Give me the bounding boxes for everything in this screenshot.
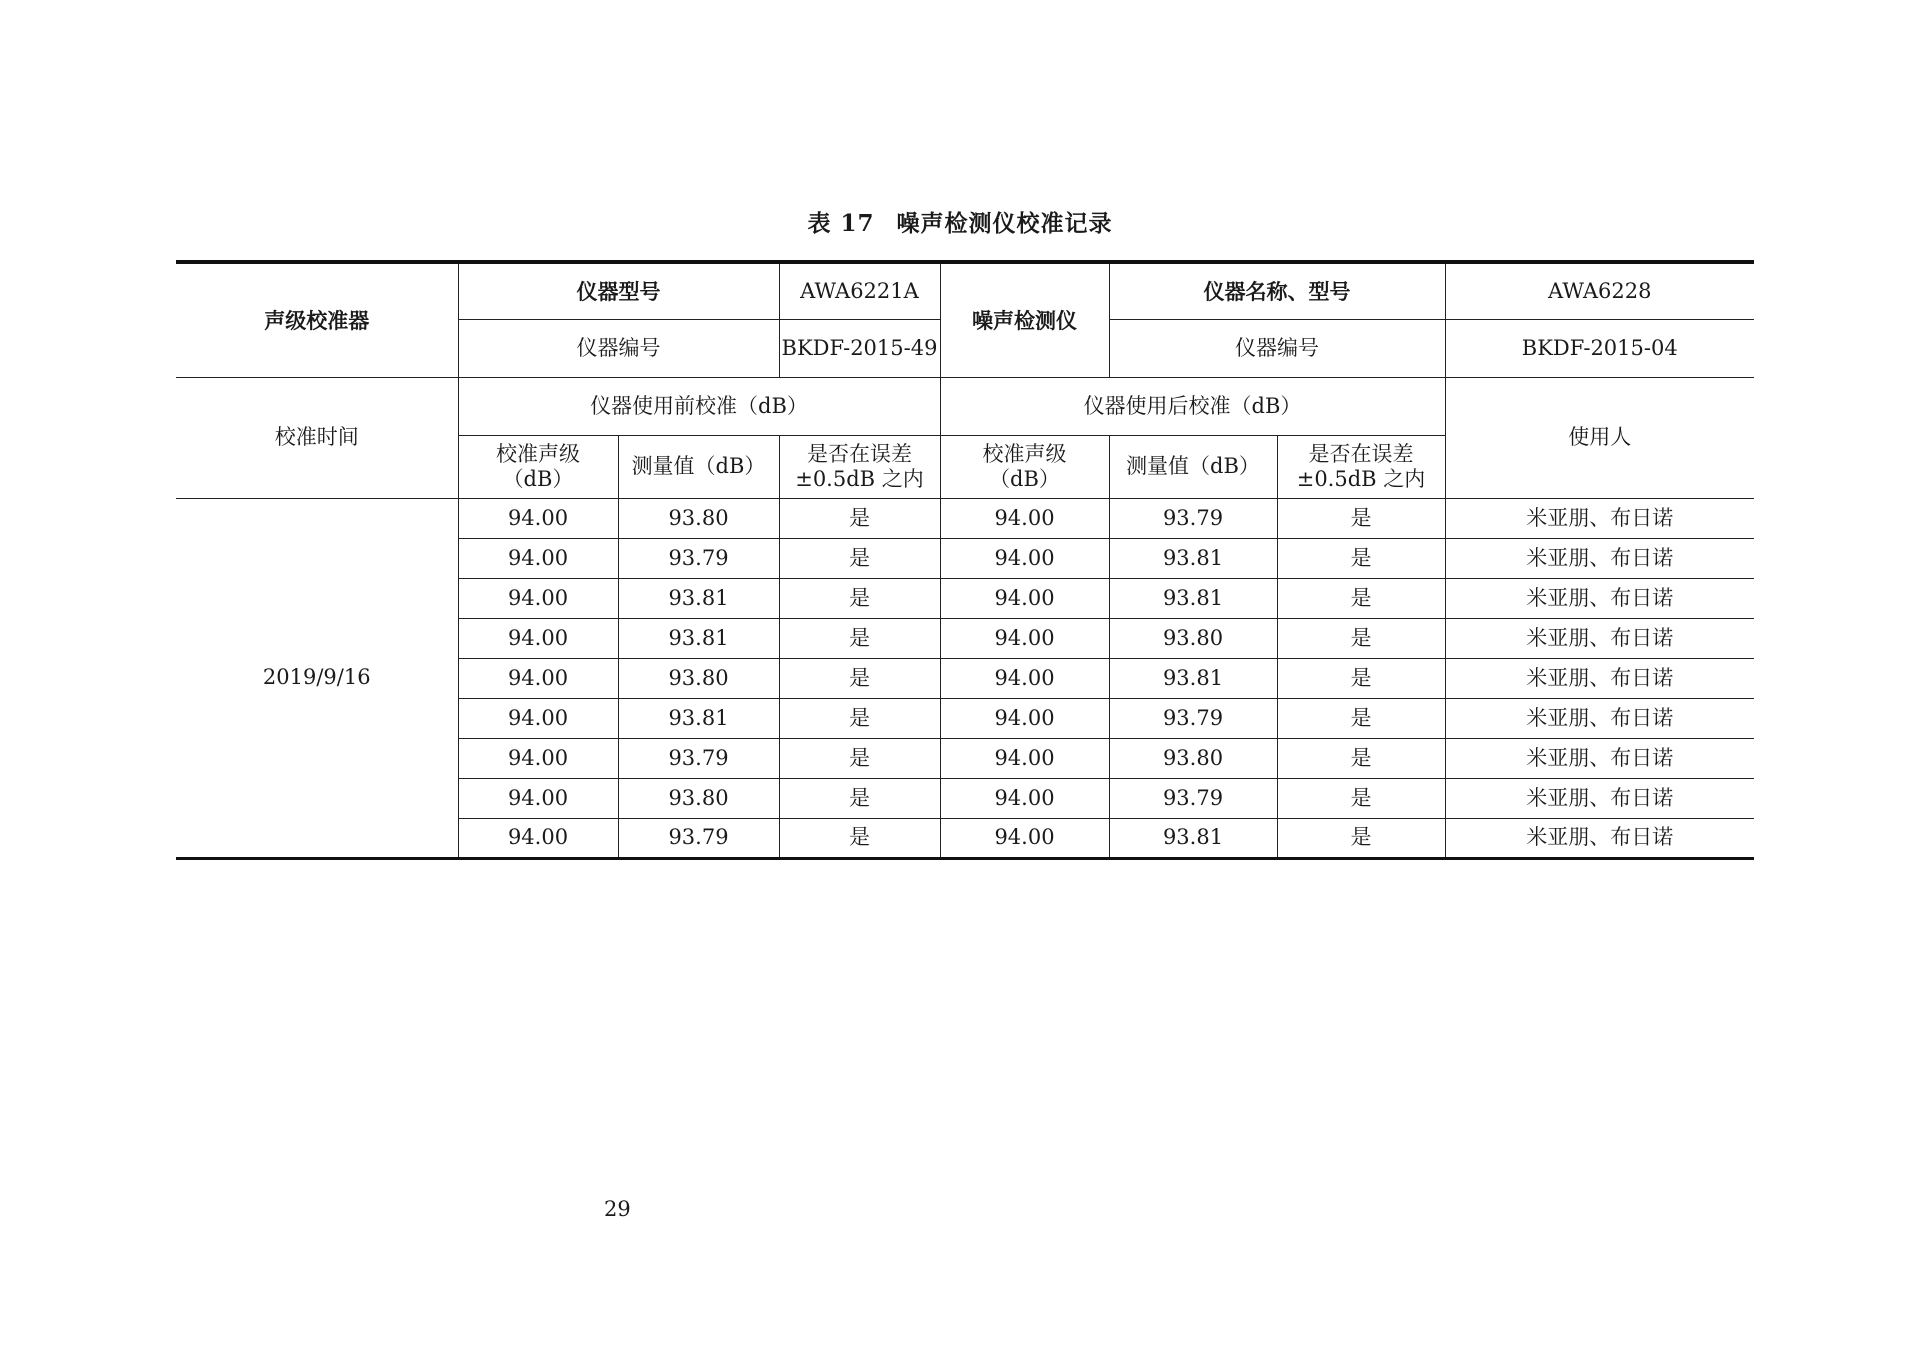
after-within-header: 是否在误差 ±0.5dB 之内	[1277, 435, 1445, 498]
page-number: 29	[604, 1197, 631, 1221]
after-measured-cell: 93.81	[1109, 538, 1277, 578]
before-level-header: 校准声级 （dB）	[458, 435, 618, 498]
meter-model-label: 仪器名称、型号	[1109, 262, 1445, 319]
calibrator-label: 声级校准器	[176, 262, 458, 377]
after-measured-cell: 93.80	[1109, 738, 1277, 778]
before-within-header: 是否在误差 ±0.5dB 之内	[779, 435, 940, 498]
before-level-cell: 94.00	[458, 818, 618, 858]
before-level-cell: 94.00	[458, 538, 618, 578]
after-level-cell: 94.00	[940, 818, 1109, 858]
table-number: 表 17	[807, 210, 875, 237]
after-level-cell: 94.00	[940, 698, 1109, 738]
user-cell: 米亚朋、布日诺	[1445, 738, 1754, 778]
before-measured-cell: 93.80	[618, 778, 779, 818]
user-cell: 米亚朋、布日诺	[1445, 818, 1754, 858]
before-measured-cell: 93.79	[618, 538, 779, 578]
after-within-cell: 是	[1277, 698, 1445, 738]
after-within-cell: 是	[1277, 738, 1445, 778]
before-within-cell: 是	[779, 738, 940, 778]
after-level-cell: 94.00	[940, 618, 1109, 658]
time-header: 校准时间	[176, 377, 458, 498]
meter-serial-label: 仪器编号	[1109, 319, 1445, 377]
before-level-cell: 94.00	[458, 698, 618, 738]
before-measured-header: 测量值（dB）	[618, 435, 779, 498]
table-caption	[0, 205, 1920, 238]
before-within-cell: 是	[779, 698, 940, 738]
after-level-cell: 94.00	[940, 538, 1109, 578]
calibration-date: 2019/9/16	[176, 498, 458, 858]
after-measured-cell: 93.79	[1109, 498, 1277, 538]
after-measured-cell: 93.81	[1109, 578, 1277, 618]
after-level-header: 校准声级 （dB）	[940, 435, 1109, 498]
after-level-cell: 94.00	[940, 658, 1109, 698]
before-within-cell: 是	[779, 618, 940, 658]
after-measured-cell: 93.79	[1109, 698, 1277, 738]
after-within-cell: 是	[1277, 818, 1445, 858]
before-measured-cell: 93.79	[618, 818, 779, 858]
calibrator-model-value: AWA6221A	[779, 262, 940, 319]
before-within-cell: 是	[779, 578, 940, 618]
before-level-cell: 94.00	[458, 738, 618, 778]
before-within-cell: 是	[779, 818, 940, 858]
before-within-cell: 是	[779, 658, 940, 698]
meter-label: 噪声检测仪	[940, 262, 1109, 377]
after-level-cell: 94.00	[940, 498, 1109, 538]
after-calibration-header: 仪器使用后校准（dB）	[940, 377, 1445, 435]
table-row	[176, 498, 1754, 538]
before-within-cell: 是	[779, 498, 940, 538]
user-cell: 米亚朋、布日诺	[1445, 778, 1754, 818]
before-level-cell: 94.00	[458, 658, 618, 698]
before-within-cell: 是	[779, 538, 940, 578]
user-cell: 米亚朋、布日诺	[1445, 578, 1754, 618]
after-within-cell: 是	[1277, 618, 1445, 658]
table-title: 噪声检测仪校准记录	[896, 210, 1113, 237]
user-cell: 米亚朋、布日诺	[1445, 538, 1754, 578]
user-header: 使用人	[1445, 377, 1754, 498]
before-calibration-header: 仪器使用前校准（dB）	[458, 377, 940, 435]
user-cell: 米亚朋、布日诺	[1445, 618, 1754, 658]
after-within-cell: 是	[1277, 498, 1445, 538]
before-measured-cell: 93.80	[618, 658, 779, 698]
before-measured-cell: 93.79	[618, 738, 779, 778]
after-measured-cell: 93.81	[1109, 658, 1277, 698]
before-measured-cell: 93.81	[618, 618, 779, 658]
calibrator-serial-value: BKDF-2015-49	[779, 319, 940, 377]
user-cell: 米亚朋、布日诺	[1445, 658, 1754, 698]
after-measured-cell: 93.80	[1109, 618, 1277, 658]
after-within-cell: 是	[1277, 578, 1445, 618]
after-level-cell: 94.00	[940, 578, 1109, 618]
meter-serial-value: BKDF-2015-04	[1445, 319, 1754, 377]
calibration-table	[176, 260, 1754, 860]
after-within-cell: 是	[1277, 778, 1445, 818]
calibrator-serial-label: 仪器编号	[458, 319, 779, 377]
before-measured-cell: 93.81	[618, 698, 779, 738]
after-level-cell: 94.00	[940, 778, 1109, 818]
before-measured-cell: 93.81	[618, 578, 779, 618]
meter-model-value: AWA6228	[1445, 262, 1754, 319]
before-measured-cell: 93.80	[618, 498, 779, 538]
calibrator-model-label: 仪器型号	[458, 262, 779, 319]
before-level-cell: 94.00	[458, 498, 618, 538]
before-level-cell: 94.00	[458, 578, 618, 618]
before-level-cell: 94.00	[458, 618, 618, 658]
before-level-cell: 94.00	[458, 778, 618, 818]
user-cell: 米亚朋、布日诺	[1445, 498, 1754, 538]
after-level-cell: 94.00	[940, 738, 1109, 778]
before-within-cell: 是	[779, 778, 940, 818]
after-measured-header: 测量值（dB）	[1109, 435, 1277, 498]
after-measured-cell: 93.81	[1109, 818, 1277, 858]
user-cell: 米亚朋、布日诺	[1445, 698, 1754, 738]
after-measured-cell: 93.79	[1109, 778, 1277, 818]
after-within-cell: 是	[1277, 538, 1445, 578]
after-within-cell: 是	[1277, 658, 1445, 698]
